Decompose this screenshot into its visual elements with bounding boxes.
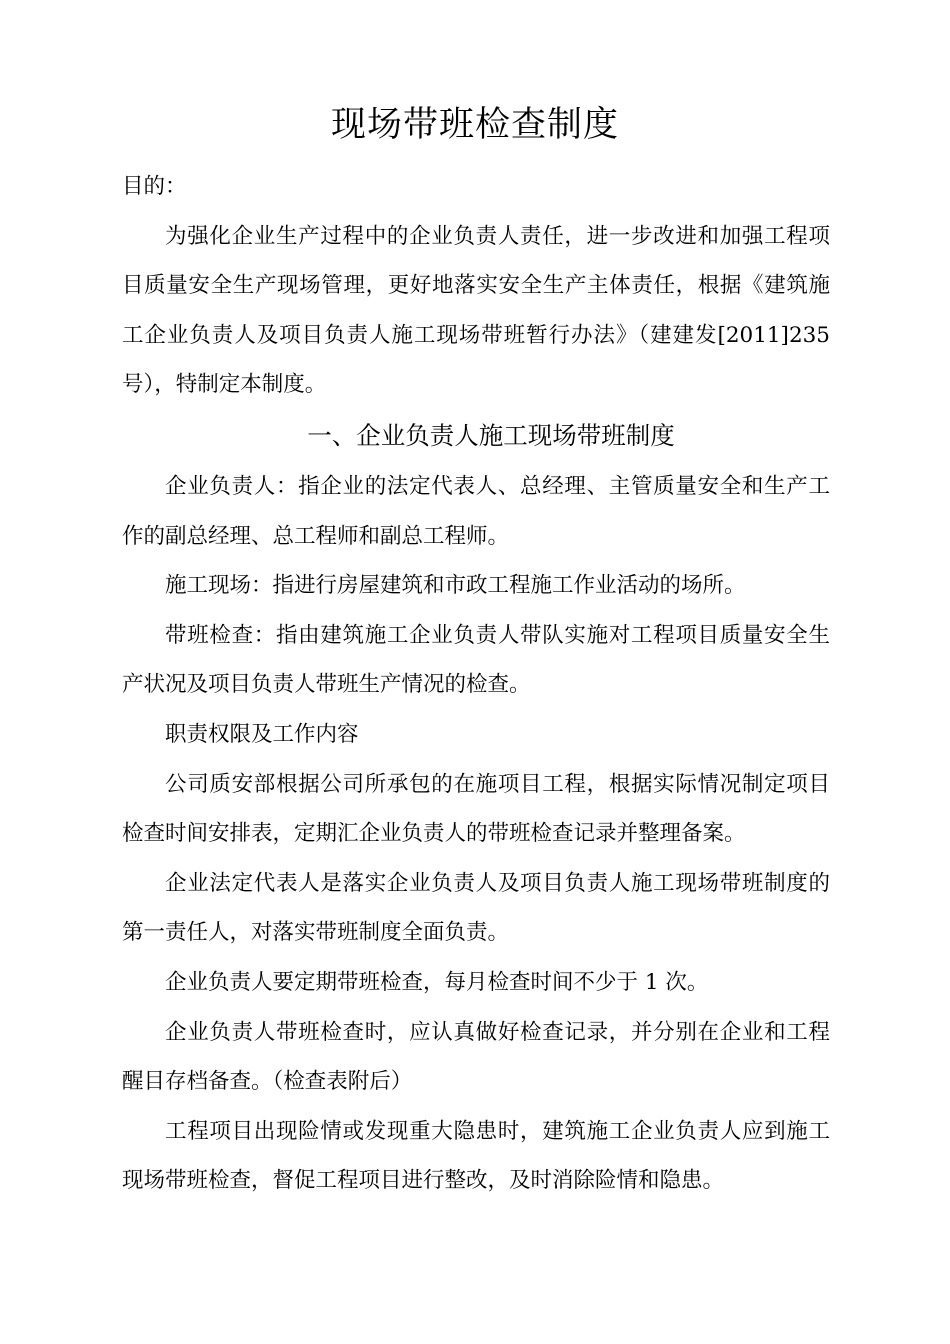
definition-construction-site: 施工现场：指进行房屋建筑和市政工程施工作业活动的场所。 [165, 573, 746, 599]
purpose-paragraph: 为强化企业生产过程中的企业负责人责任，进一步改进和加强工程项目质量安全生产现场管理，更好地落实安全生产主体责任，根据《建筑施工企业负责人及项目负责人施工现场带班暂行办法》（建建发[2011]235号），特制定本制度。 [122, 223, 830, 398]
paragraph-monthly-inspection: 企业负责人要定期带班检查，每月检查时间不少于 1 次。 [165, 969, 709, 995]
document-title: 现场带班检查制度 [330, 105, 619, 145]
subheading-responsibilities: 职责权限及工作内容 [165, 721, 359, 747]
paragraph-quality-safety-dept: 公司质安部根据公司所承包的在施项目工程，根据实际情况制定项目检查时间安排表，定期汇企业负责人的带班检查记录并整理备案。 [122, 771, 830, 847]
paragraph-inspection-records: 企业负责人带班检查时，应认真做好检查记录，并分别在企业和工程醒目存档备查。（检查表附后） [122, 1019, 830, 1095]
paragraph-hazard-response: 工程项目出现险情或发现重大隐患时，建筑施工企业负责人应到施工现场带班检查，督促工程项目进行整改，及时消除险情和隐患。 [122, 1118, 830, 1194]
paragraph-legal-representative: 企业法定代表人是落实企业负责人及项目负责人施工现场带班制度的第一责任人，对落实带班制度全面负责。 [122, 870, 830, 946]
definition-shift-inspection: 带班检查：指由建筑施工企业负责人带队实施对工程项目质量安全生产状况及项目负责人带班生产情况的检查。 [122, 622, 830, 698]
purpose-label: 目的： [122, 174, 187, 199]
document-body [122, 162, 830, 1206]
section-heading: 一、企业负责人施工现场带班制度 [307, 420, 675, 450]
definition-enterprise-leader: 企业负责人：指企业的法定代表人、总经理、主管质量安全和生产工作的副总经理、总工程师和副总工程师。 [122, 473, 830, 549]
